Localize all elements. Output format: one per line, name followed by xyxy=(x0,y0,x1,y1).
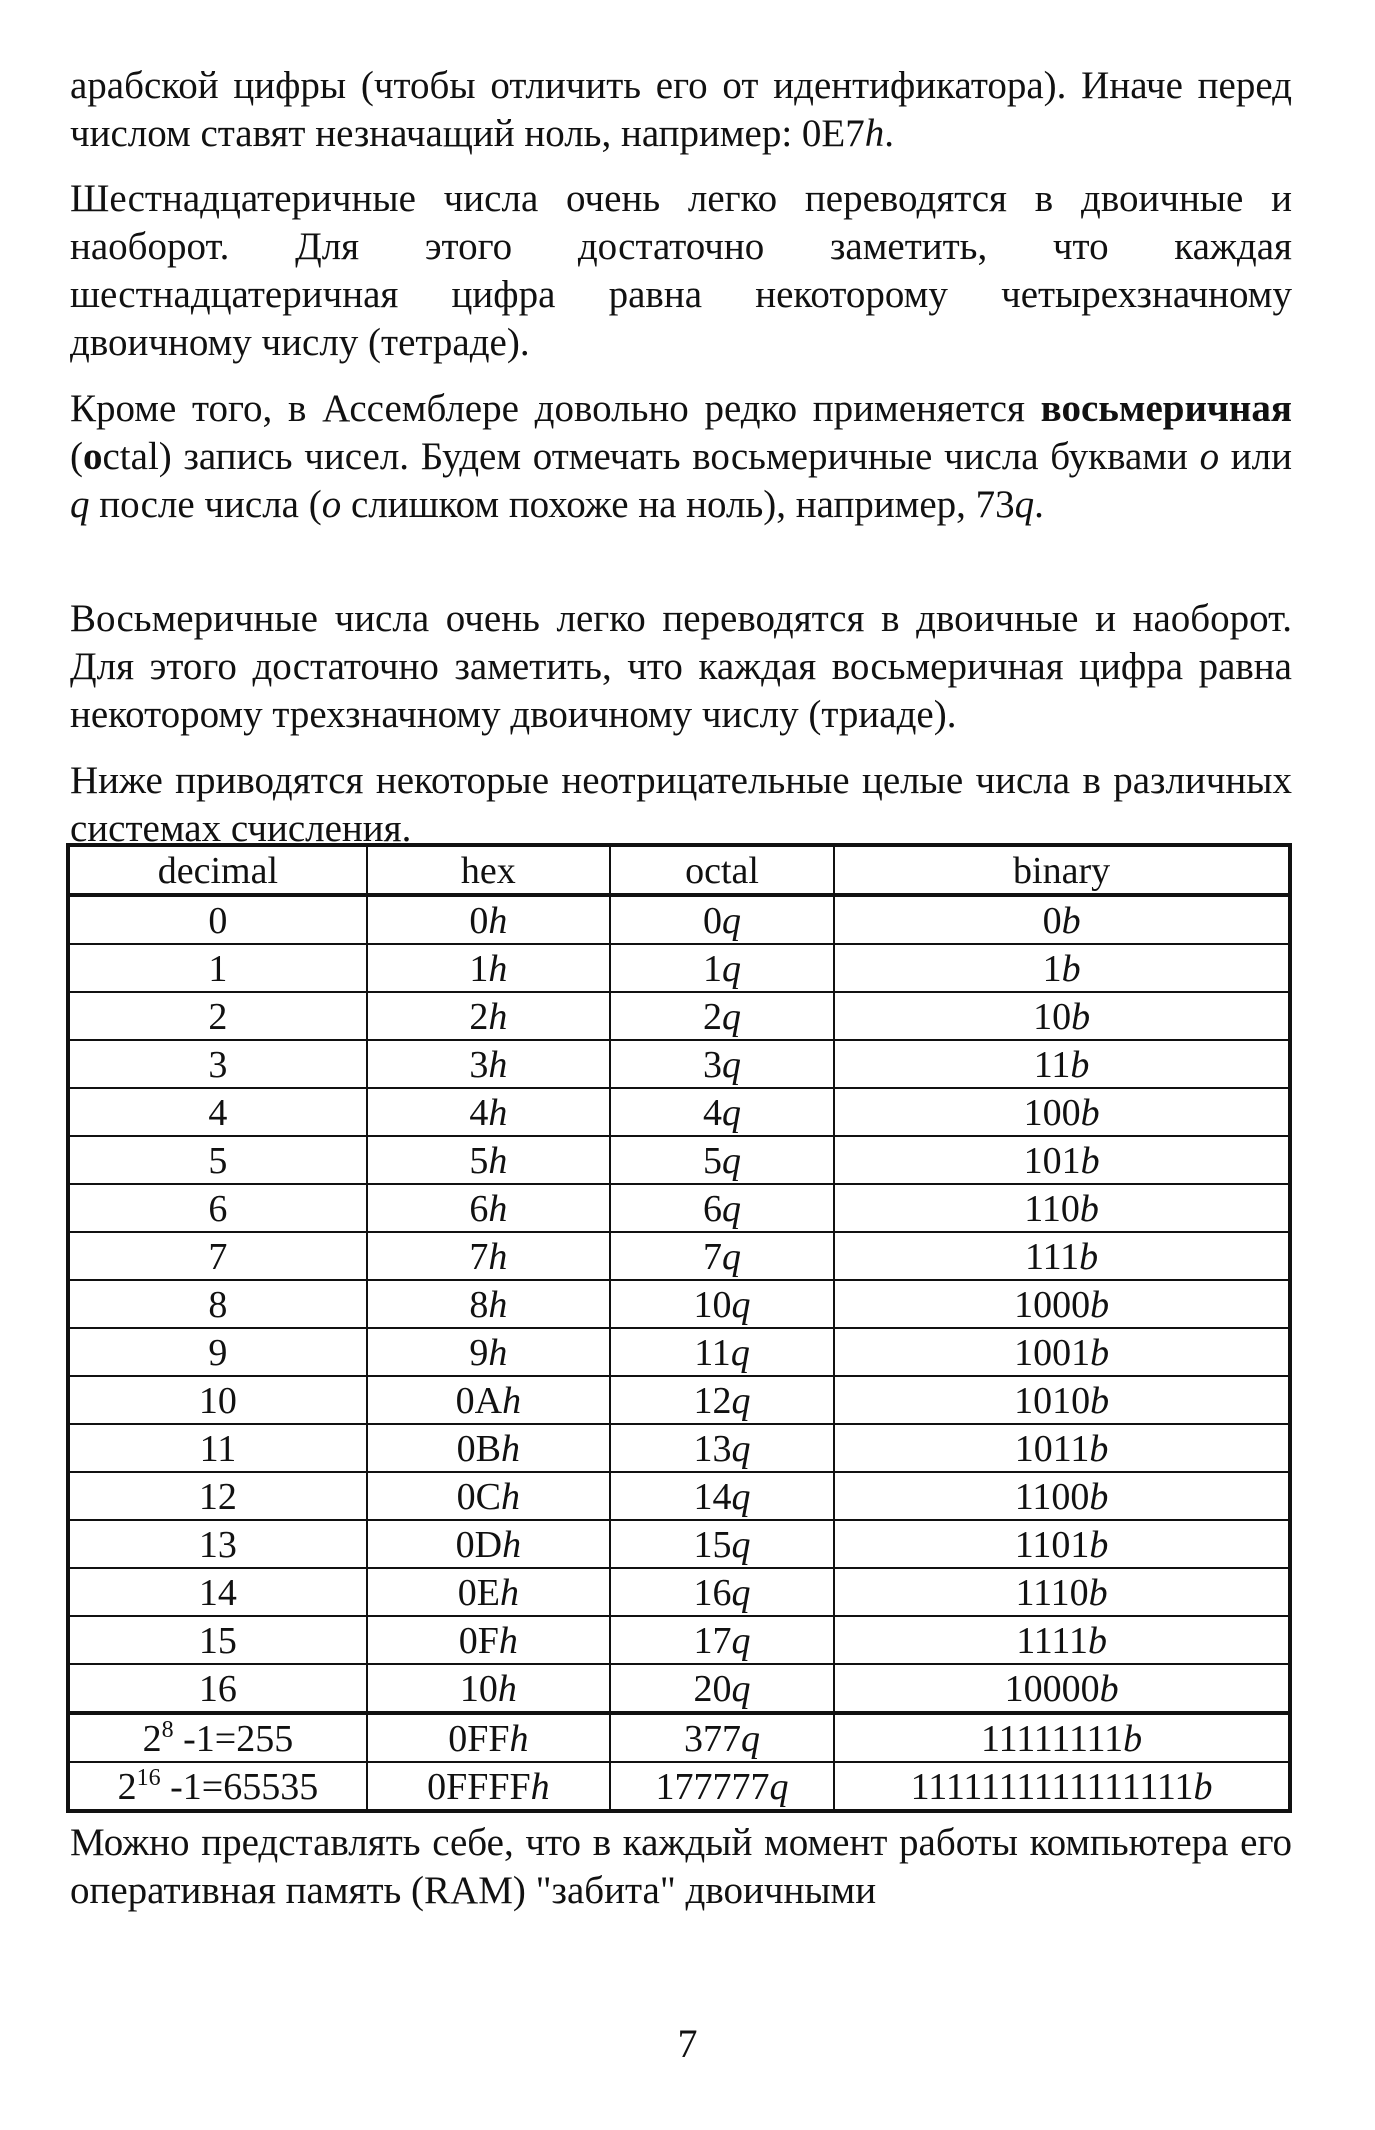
text-span: ( xyxy=(70,435,83,478)
suffix-b: b xyxy=(1080,1092,1100,1134)
cell-decimal xyxy=(68,1713,367,1762)
cell-text: 0B xyxy=(456,1428,502,1470)
cell-text: 111 xyxy=(1024,1236,1080,1278)
italic-suffix: h xyxy=(864,112,885,155)
cell-binary xyxy=(834,1040,1290,1088)
cell-decimal xyxy=(68,1280,367,1328)
table-row xyxy=(68,1520,1290,1568)
cell-octal xyxy=(610,1664,834,1713)
cell-decimal xyxy=(68,992,367,1040)
italic-letter: o xyxy=(321,483,342,526)
text-span: или xyxy=(1219,435,1292,478)
cell-text: 13 xyxy=(198,1524,237,1566)
table-row xyxy=(68,992,1290,1040)
suffix-h: h xyxy=(488,1188,508,1230)
cell-binary xyxy=(834,1328,1290,1376)
italic-letter: q xyxy=(70,483,90,526)
cell-text: 2 xyxy=(469,996,489,1038)
suffix-b: b xyxy=(1089,1476,1109,1518)
cell-text: 7 xyxy=(208,1236,228,1278)
cell-octal xyxy=(610,1328,834,1376)
text-span: арабской цифры (чтобы отличить его от идентификатора). Иначе перед числом ставят незначащий ноль, например: 0E7 xyxy=(70,64,1292,155)
suffix-q: q xyxy=(731,1476,751,1518)
cell-octal xyxy=(610,1136,834,1184)
suffix-h: h xyxy=(488,1236,508,1278)
suffix-b: b xyxy=(1090,1284,1110,1326)
cell-octal xyxy=(610,1184,834,1232)
cell-decimal xyxy=(68,1762,367,1811)
suffix-h: h xyxy=(488,1044,508,1086)
table-header-row xyxy=(68,845,1290,895)
cell-text: 15 xyxy=(693,1524,732,1566)
suffix-h: h xyxy=(509,1718,529,1760)
cell-binary xyxy=(834,1232,1290,1280)
cell-octal xyxy=(610,1472,834,1520)
cell-text: 0E xyxy=(457,1572,500,1614)
cell-text: 15 xyxy=(198,1620,237,1662)
text-span: . xyxy=(1034,483,1044,526)
suffix-q: q xyxy=(730,1332,750,1374)
suffix-h: h xyxy=(488,900,508,942)
text-span: после числа ( xyxy=(89,483,322,526)
suffix-h: h xyxy=(488,1284,508,1326)
cell-text: 2 xyxy=(208,996,228,1038)
suffix-b: b xyxy=(1193,1766,1213,1808)
cell-binary xyxy=(834,1713,1290,1762)
cell-text: 1111 xyxy=(1016,1620,1088,1662)
text-span: ctal) запись чисел. Будем отмечать восьмеричные числа буквами xyxy=(102,435,1200,478)
cell-decimal xyxy=(68,895,367,944)
suffix-h: h xyxy=(488,948,508,990)
cell-text: 0 xyxy=(703,900,723,942)
suffix-q: q xyxy=(722,948,742,990)
suffix-q: q xyxy=(722,1236,742,1278)
exponent: 16 xyxy=(136,1765,161,1791)
cell-octal xyxy=(610,1232,834,1280)
table-row xyxy=(68,1088,1290,1136)
cell-text: 1101 xyxy=(1014,1524,1090,1566)
cell-text: 5 xyxy=(703,1140,723,1182)
table-row xyxy=(68,1328,1290,1376)
cell-octal xyxy=(610,1520,834,1568)
cell-text: 16 xyxy=(693,1572,732,1614)
cell-binary xyxy=(834,1280,1290,1328)
cell-text: 0FF xyxy=(448,1718,510,1760)
table-row xyxy=(68,1472,1290,1520)
cell-text: 12 xyxy=(693,1380,732,1422)
table-row-power xyxy=(68,1762,1290,1811)
cell-hex xyxy=(367,944,610,992)
cell-text: 6 xyxy=(208,1188,228,1230)
cell-text: 6 xyxy=(703,1188,723,1230)
suffix-q: q xyxy=(731,1668,751,1710)
cell-binary xyxy=(834,1472,1290,1520)
cell-octal xyxy=(610,1280,834,1328)
suffix-q: q xyxy=(769,1766,789,1808)
cell-text: 10 xyxy=(1033,996,1072,1038)
cell-hex xyxy=(367,895,610,944)
suffix-h: h xyxy=(530,1766,550,1808)
text-span: слишком похоже на ноль), например, 73 xyxy=(341,483,1015,526)
cell-text: 0D xyxy=(455,1524,503,1566)
cell-octal xyxy=(610,992,834,1040)
cell-decimal xyxy=(68,1088,367,1136)
cell-hex xyxy=(367,1472,610,1520)
cell-octal xyxy=(610,1762,834,1811)
suffix-h: h xyxy=(498,1620,518,1662)
suffix-q: q xyxy=(731,1620,751,1662)
cell-text: 0 xyxy=(1042,900,1062,942)
exponent: 8 xyxy=(161,1717,174,1743)
cell-text: 11111111 xyxy=(981,1718,1124,1760)
cell-text: 1110 xyxy=(1015,1572,1089,1614)
cell-binary xyxy=(834,992,1290,1040)
cell-text: 14 xyxy=(693,1476,732,1518)
suffix-h: h xyxy=(501,1428,521,1470)
cell-text: 14 xyxy=(198,1572,237,1614)
suffix-q: q xyxy=(722,1044,742,1086)
cell-text: 177777 xyxy=(655,1766,770,1808)
cell-text: 1111111111111111 xyxy=(910,1766,1194,1808)
suffix-q: q xyxy=(731,1380,751,1422)
table-row xyxy=(68,1376,1290,1424)
cell-text: 1011 xyxy=(1014,1428,1090,1470)
cell-hex xyxy=(367,1376,610,1424)
header-decimal: decimal xyxy=(68,845,367,895)
header-hex: hex xyxy=(367,845,610,895)
cell-hex xyxy=(367,1762,610,1811)
cell-text: 1 xyxy=(469,948,489,990)
cell-decimal xyxy=(68,944,367,992)
suffix-b: b xyxy=(1071,996,1091,1038)
cell-text: 17 xyxy=(693,1620,732,1662)
suffix-b: b xyxy=(1079,1188,1099,1230)
cell-hex xyxy=(367,1424,610,1472)
cell-text: 16 xyxy=(198,1668,237,1710)
cell-text: 8 xyxy=(469,1284,489,1326)
cell-text: 7 xyxy=(469,1236,489,1278)
suffix-h: h xyxy=(502,1524,522,1566)
cell-decimal xyxy=(68,1328,367,1376)
cell-text: 10 xyxy=(459,1668,498,1710)
cell-text: 0FFFF xyxy=(427,1766,531,1808)
cell-octal xyxy=(610,944,834,992)
paragraph-octal-binary: Восьмеричные числа очень легко переводятся в двоичные и наоборот. Для этого достаточно заметить, что каждая восьмеричная цифра равна некоторому трехзначному двоичному числу (триаде). xyxy=(70,597,1292,736)
cell-text: 1 xyxy=(703,948,723,990)
cell-text: 1010 xyxy=(1014,1380,1091,1422)
cell-text: 10 xyxy=(693,1284,732,1326)
cell-octal xyxy=(610,1568,834,1616)
page-number: 7 xyxy=(677,2021,698,2066)
cell-decimal xyxy=(68,1232,367,1280)
suffix-q: q xyxy=(731,1524,751,1566)
cell-text: 0 xyxy=(208,900,228,942)
suffix-h: h xyxy=(488,996,508,1038)
cell-binary xyxy=(834,1568,1290,1616)
cell-text: 12 xyxy=(198,1476,237,1518)
cell-decimal xyxy=(68,1568,367,1616)
cell-binary xyxy=(834,1136,1290,1184)
cell-binary xyxy=(834,1664,1290,1713)
number-systems-table xyxy=(66,843,1292,1813)
italic-letter: o xyxy=(1199,435,1220,478)
cell-decimal xyxy=(68,1472,367,1520)
suffix-q: q xyxy=(722,1140,742,1182)
cell-decimal xyxy=(68,1376,367,1424)
suffix-q: q xyxy=(731,1284,751,1326)
cell-hex xyxy=(367,1328,610,1376)
cell-text: 4 xyxy=(703,1092,723,1134)
cell-text: 5 xyxy=(208,1140,228,1182)
cell-text: 3 xyxy=(703,1044,723,1086)
cell-binary xyxy=(834,1762,1290,1811)
cell-binary xyxy=(834,1520,1290,1568)
cell-octal xyxy=(610,1376,834,1424)
suffix-h: h xyxy=(488,1140,508,1182)
cell-text: 4 xyxy=(208,1092,228,1134)
header-binary: binary xyxy=(834,845,1290,895)
cell-text: 8 xyxy=(208,1284,228,1326)
suffix-b: b xyxy=(1061,948,1081,990)
suffix-q: q xyxy=(741,1718,761,1760)
suffix-h: h xyxy=(499,1572,519,1614)
cell-hex xyxy=(367,1040,610,1088)
suffix-b: b xyxy=(1079,1236,1099,1278)
header-octal: octal xyxy=(610,845,834,895)
cell-binary xyxy=(834,895,1290,944)
table-row xyxy=(68,1664,1290,1713)
table-row xyxy=(68,1040,1290,1088)
cell-hex xyxy=(367,1184,610,1232)
cell-text: 2 xyxy=(117,1766,137,1808)
table-row xyxy=(68,1616,1290,1664)
cell-text: 20 xyxy=(693,1668,732,1710)
suffix-b: b xyxy=(1090,1332,1110,1374)
cell-octal xyxy=(610,1713,834,1762)
cell-text: 9 xyxy=(208,1332,228,1374)
cell-binary xyxy=(834,1616,1290,1664)
cell-text: 4 xyxy=(469,1092,489,1134)
table-row xyxy=(68,1568,1290,1616)
cell-hex xyxy=(367,1616,610,1664)
suffix-b: b xyxy=(1089,1524,1109,1566)
paragraph-octal xyxy=(70,385,1292,529)
suffix-q: q xyxy=(722,900,742,942)
cell-text: 377 xyxy=(684,1718,742,1760)
cell-binary xyxy=(834,944,1290,992)
italic-letter: q xyxy=(1014,483,1035,526)
cell-decimal xyxy=(68,1520,367,1568)
cell-binary xyxy=(834,1184,1290,1232)
cell-text: -1=255 xyxy=(173,1718,294,1760)
suffix-q: q xyxy=(722,1188,742,1230)
cell-hex xyxy=(367,1520,610,1568)
cell-text: 3 xyxy=(469,1044,489,1086)
suffix-h: h xyxy=(488,1332,508,1374)
suffix-b: b xyxy=(1090,1380,1110,1422)
bold-letter: o xyxy=(83,435,103,478)
cell-text: 7 xyxy=(703,1236,723,1278)
cell-hex xyxy=(367,1280,610,1328)
cell-hex xyxy=(367,992,610,1040)
paragraph-ram: Можно представлять себе, что в каждый момент работы компьютера его оперативная память (RAM) "забита" двоичными xyxy=(70,1821,1292,1912)
cell-octal xyxy=(610,1616,834,1664)
cell-hex xyxy=(367,1568,610,1616)
cell-text: 0F xyxy=(458,1620,499,1662)
cell-text: 3 xyxy=(208,1044,228,1086)
text-span: Кроме того, в Ассемблере довольно редко применяется xyxy=(70,387,1041,430)
paragraph-hex-binary: Шестнадцатеричные числа очень легко переводятся в двоичные и наоборот. Для этого достаточно заметить, что каждая шестнадцатеричная цифра равна некоторому четырехзначному двоичному числу (тетраде). xyxy=(70,177,1292,364)
suffix-b: b xyxy=(1061,900,1081,942)
cell-text: 9 xyxy=(469,1332,489,1374)
cell-octal xyxy=(610,1424,834,1472)
table-row xyxy=(68,1424,1290,1472)
cell-text: 0A xyxy=(455,1380,503,1422)
cell-decimal xyxy=(68,1184,367,1232)
cell-hex xyxy=(367,1088,610,1136)
cell-text: 11 xyxy=(694,1332,731,1374)
suffix-b: b xyxy=(1087,1620,1107,1662)
text-span: . xyxy=(884,112,895,155)
cell-text: 101 xyxy=(1023,1140,1081,1182)
cell-text: 1100 xyxy=(1014,1476,1090,1518)
table-body xyxy=(68,895,1290,1811)
cell-hex xyxy=(367,1664,610,1713)
cell-hex xyxy=(367,1136,610,1184)
cell-text: 1000 xyxy=(1014,1284,1091,1326)
cell-text: 110 xyxy=(1024,1188,1080,1230)
suffix-b: b xyxy=(1080,1140,1100,1182)
suffix-h: h xyxy=(501,1476,521,1518)
table-row xyxy=(68,895,1290,944)
table-row xyxy=(68,1232,1290,1280)
cell-decimal xyxy=(68,1136,367,1184)
cell-octal xyxy=(610,1040,834,1088)
cell-decimal xyxy=(68,1040,367,1088)
cell-text: 100 xyxy=(1023,1092,1081,1134)
table-row xyxy=(68,944,1290,992)
cell-hex xyxy=(367,1232,610,1280)
cell-text: 1 xyxy=(1042,948,1062,990)
suffix-b: b xyxy=(1099,1668,1119,1710)
suffix-b: b xyxy=(1123,1718,1143,1760)
cell-binary xyxy=(834,1376,1290,1424)
cell-text: 6 xyxy=(469,1188,489,1230)
paragraph-table-intro: Ниже приводятся некоторые неотрицательные целые числа в различных системах счисления. xyxy=(70,759,1292,850)
cell-decimal xyxy=(68,1664,367,1713)
cell-text: 0C xyxy=(456,1476,502,1518)
suffix-h: h xyxy=(502,1380,522,1422)
cell-text: 11 xyxy=(1033,1044,1071,1086)
bold-term: восьмеричная xyxy=(1040,387,1292,430)
cell-text: 5 xyxy=(469,1140,489,1182)
cell-octal xyxy=(610,895,834,944)
cell-text: 2 xyxy=(142,1718,162,1760)
cell-text: 10 xyxy=(198,1380,237,1422)
suffix-b: b xyxy=(1070,1044,1090,1086)
suffix-h: h xyxy=(488,1092,508,1134)
table-row xyxy=(68,1184,1290,1232)
suffix-q: q xyxy=(731,1572,751,1614)
cell-binary xyxy=(834,1088,1290,1136)
cell-decimal xyxy=(68,1424,367,1472)
table-row xyxy=(68,1280,1290,1328)
cell-octal xyxy=(610,1088,834,1136)
cell-text: 11 xyxy=(199,1428,237,1470)
paragraph-hex-prefix xyxy=(70,62,1292,158)
cell-text: 10000 xyxy=(1004,1668,1100,1710)
suffix-q: q xyxy=(731,1428,751,1470)
cell-binary xyxy=(834,1424,1290,1472)
cell-decimal xyxy=(68,1616,367,1664)
cell-text: 1001 xyxy=(1014,1332,1091,1374)
suffix-b: b xyxy=(1088,1572,1108,1614)
cell-text: -1=65535 xyxy=(160,1766,319,1808)
suffix-q: q xyxy=(722,996,742,1038)
table-row xyxy=(68,1136,1290,1184)
suffix-q: q xyxy=(722,1092,742,1134)
suffix-h: h xyxy=(497,1668,517,1710)
cell-text: 2 xyxy=(703,996,723,1038)
cell-text: 1 xyxy=(208,948,228,990)
cell-text: 0 xyxy=(469,900,489,942)
cell-text: 13 xyxy=(693,1428,732,1470)
suffix-b: b xyxy=(1089,1428,1109,1470)
table-row-power xyxy=(68,1713,1290,1762)
cell-hex xyxy=(367,1713,610,1762)
